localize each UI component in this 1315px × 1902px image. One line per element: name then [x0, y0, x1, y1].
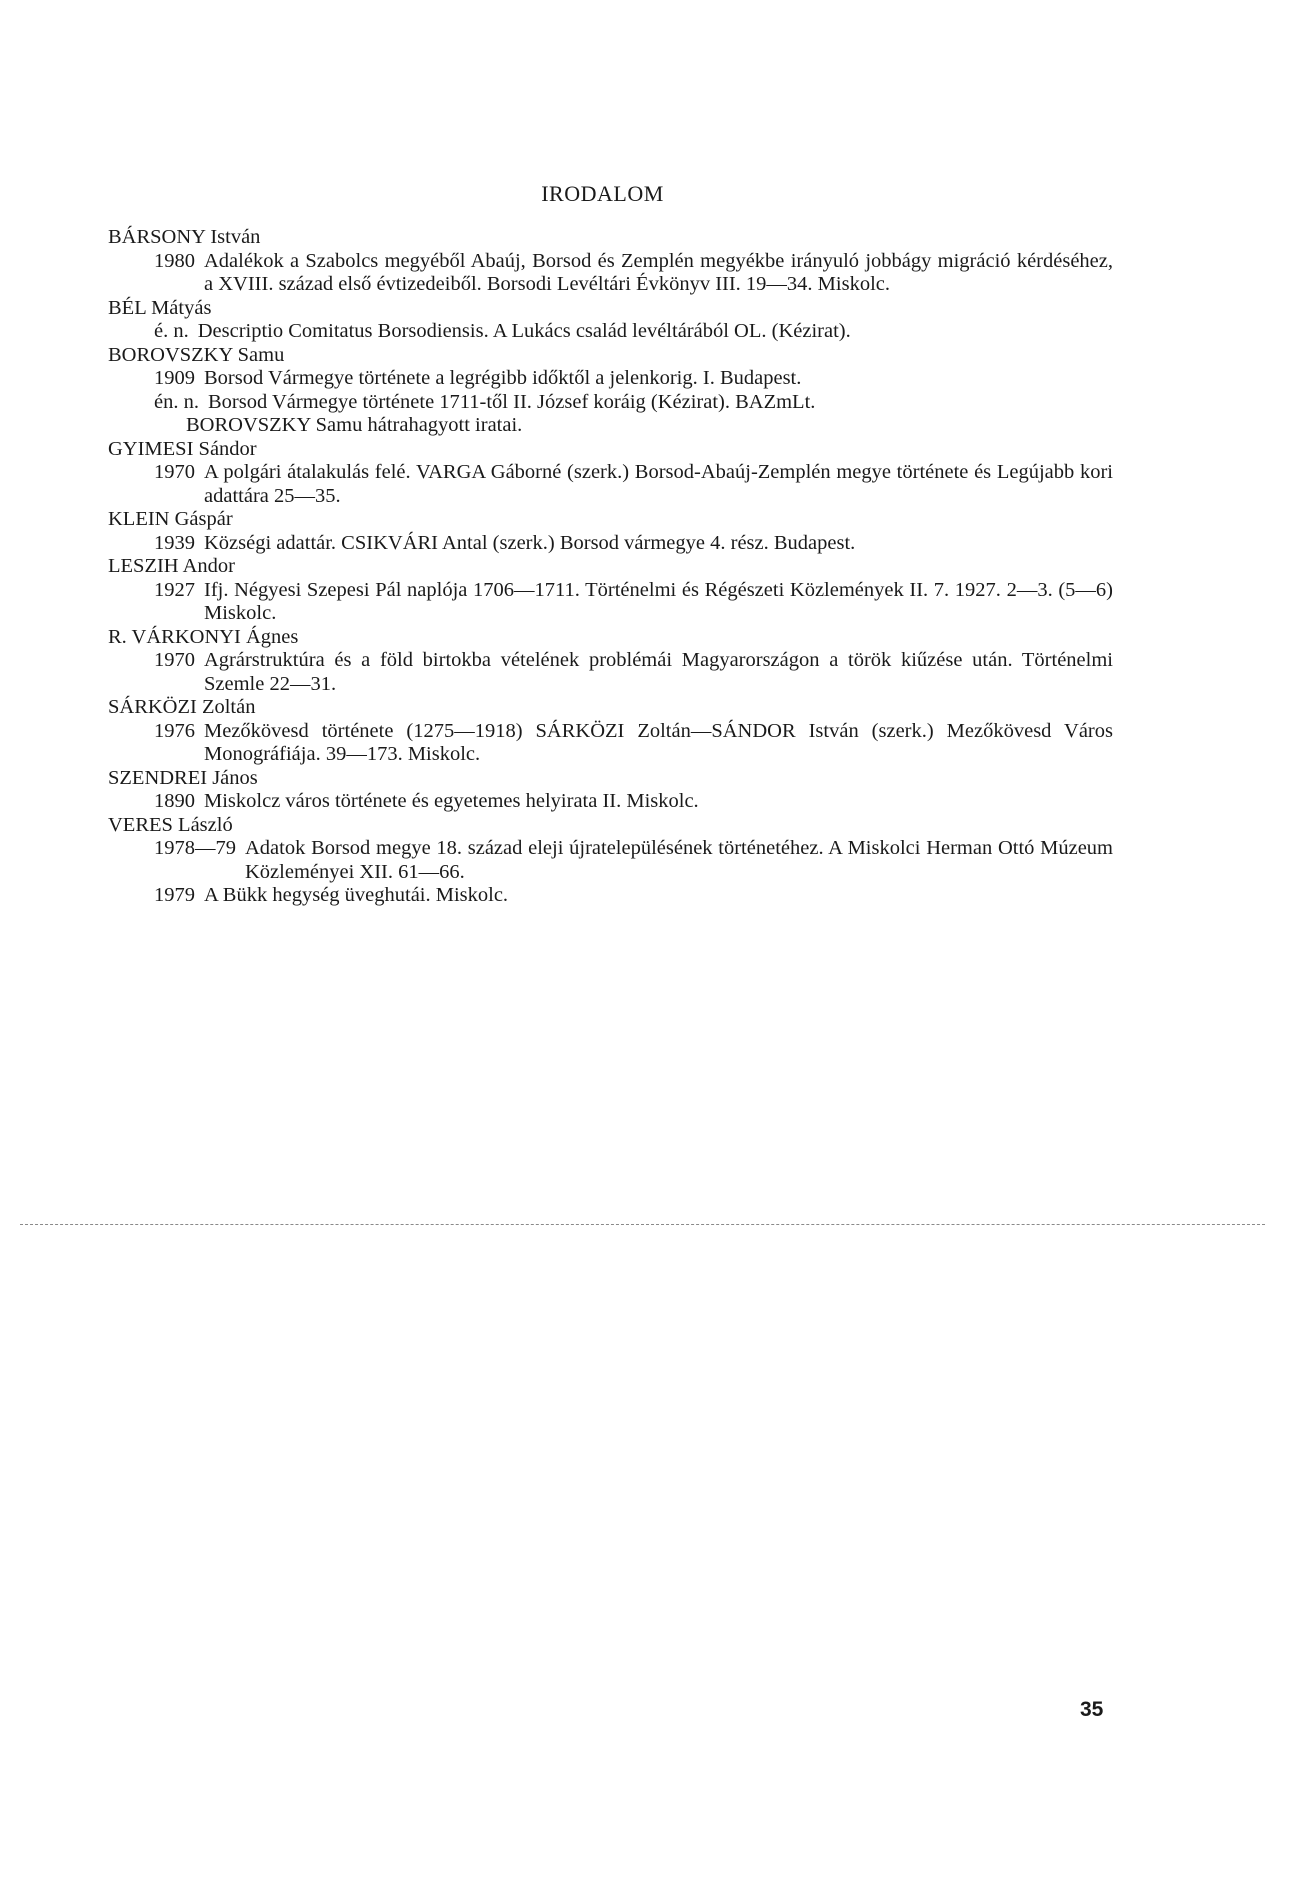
- work-year: 1970: [154, 461, 195, 483]
- work-entry: [108, 532, 1113, 556]
- work-entry: [108, 391, 1113, 415]
- work-text: Borsod Vármegye története 1711-től II. József koráig (Kézirat). BAZmLt.: [207, 390, 816, 413]
- work-year: 1909: [154, 367, 195, 389]
- page-number: 35: [1080, 1698, 1104, 1721]
- work-text: Agrárstruktúra és a föld birtokba vételének problémái Magyarországon a török kiűzése után. Történelmi Szemle 22—31.: [204, 649, 1113, 695]
- author-entry: [108, 767, 1113, 814]
- work-text: Miskolcz város története és egyetemes helyirata II. Miskolc.: [204, 790, 699, 812]
- author-entry: [108, 226, 1113, 297]
- work-year: 1927: [154, 578, 195, 601]
- work-entry: [108, 884, 1113, 908]
- work-year: 1890: [154, 790, 195, 812]
- work-year: én. n.: [154, 390, 199, 413]
- work-entry: [108, 837, 1113, 884]
- work-text: Borsod Vármegye története a legrégibb időktől a jelenkorig. I. Budapest.: [204, 367, 802, 389]
- work-text: BOROVSZKY Samu hátrahagyott iratai.: [186, 414, 523, 436]
- author-name: BÁRSONY István: [108, 226, 261, 248]
- work-text: Adalékok a Szabolcs megyéből Abaúj, Borsod és Zemplén megyékbe irányuló jobbágy migráció kérdéséhez, a XVIII. század első évtizedeiből. Borsodi Levéltári Évkönyv III. 19—34. Miskolc.: [204, 249, 1113, 295]
- work-text: A Bükk hegység üveghutái. Miskolc.: [204, 884, 509, 906]
- work-entry: [108, 579, 1113, 626]
- work-text: Községi adattár. CSIKVÁRI Antal (szerk.) Borsod vármegye 4. rész. Budapest.: [204, 531, 856, 554]
- work-year: é. n.: [154, 320, 189, 342]
- author-name: LESZIH Andor: [108, 555, 235, 577]
- author-name: GYIMESI Sándor: [108, 437, 257, 460]
- author-name: SÁRKÖZI Zoltán: [108, 696, 256, 718]
- author-name: R. VÁRKONYI Ágnes: [108, 625, 299, 648]
- author-entry: [108, 626, 1113, 697]
- author-entry: [108, 696, 1113, 767]
- scan-dashed-rule: [20, 1224, 1265, 1225]
- author-entry: [108, 555, 1113, 626]
- author-name: BOROVSZKY Samu: [108, 343, 285, 366]
- work-entry: [108, 720, 1113, 767]
- work-entry: [108, 461, 1113, 508]
- author-entry: [108, 508, 1113, 555]
- work-entry: [108, 250, 1113, 297]
- author-entry: [108, 297, 1113, 344]
- bibliography-list: [108, 226, 1113, 908]
- work-text: A polgári átalakulás felé. VARGA Gáborné (szerk.) Borsod-Abaúj-Zemplén megye története és Legújabb kori adattára 25—35.: [204, 461, 1113, 507]
- work-year: 1978—79: [154, 837, 236, 859]
- work-entry: [108, 649, 1113, 696]
- work-entry: [108, 367, 1113, 391]
- author-entry: [108, 814, 1113, 908]
- author-name: VERES László: [108, 813, 233, 836]
- work-entry: [108, 320, 1113, 344]
- work-year: 1939: [154, 531, 195, 554]
- author-name: BÉL Mátyás: [108, 296, 212, 319]
- work-year: 1979: [154, 884, 195, 906]
- work-year: 1976: [154, 719, 195, 742]
- work-entry: [108, 790, 1113, 814]
- work-text: Descriptio Comitatus Borsodiensis. A Lukács család levéltárából OL. (Kézirat).: [197, 320, 851, 342]
- work-entry: [108, 414, 1113, 438]
- author-entry: [108, 344, 1113, 438]
- author-name: KLEIN Gáspár: [108, 508, 233, 530]
- work-year: 1970: [154, 649, 195, 671]
- author-entry: [108, 438, 1113, 509]
- page-title: IRODALOM: [541, 181, 664, 206]
- work-text: Mezőkövesd története (1275—1918) SÁRKÖZI Zoltán—SÁNDOR István (szerk.) Mezőkövesd Város Monográfiája. 39—173. Miskolc.: [204, 719, 1113, 765]
- author-name: SZENDREI János: [108, 766, 258, 789]
- work-text: Ifj. Négyesi Szepesi Pál naplója 1706—1711. Történelmi és Régészeti Közlemények II. 7. 1927. 2—3. (5—6) Miskolc.: [204, 578, 1113, 624]
- work-year: 1980: [154, 249, 195, 272]
- work-text: Adatok Borsod megye 18. század eleji újratelepülésének történetéhez. A Miskolci Herman Ottó Múzeum Közleményei XII. 61—66.: [245, 837, 1113, 883]
